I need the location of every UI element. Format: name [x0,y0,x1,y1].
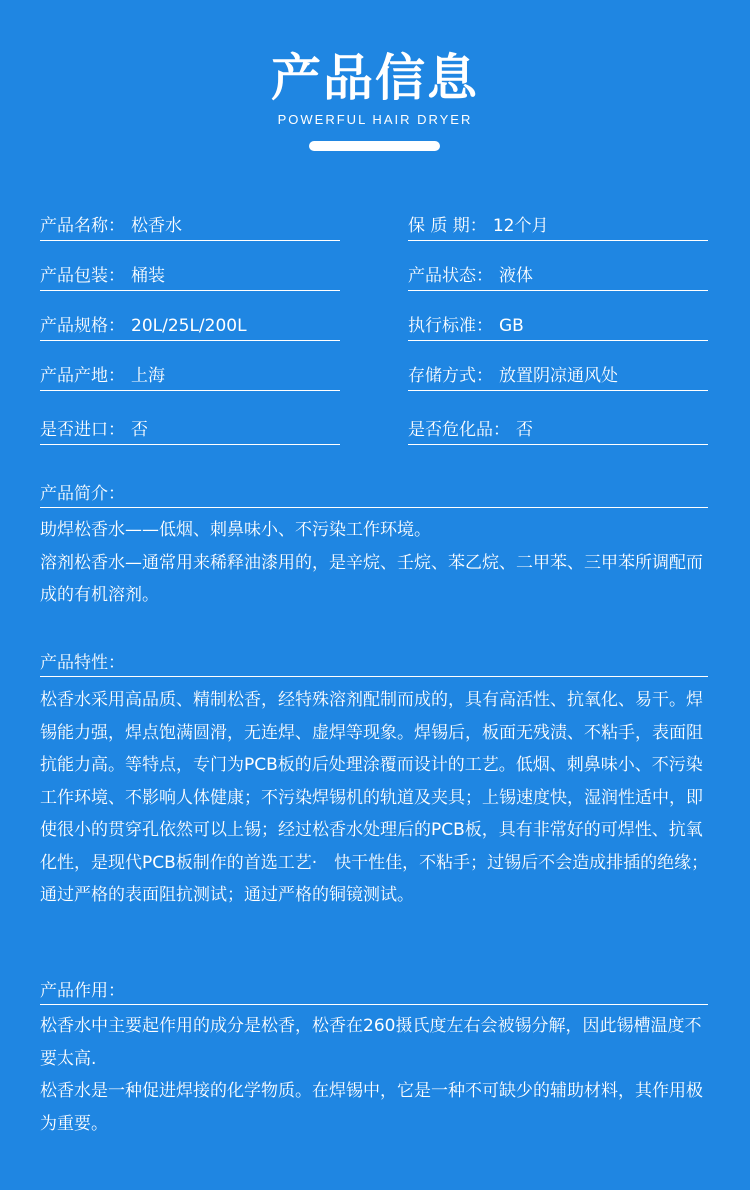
title-underline [309,141,440,151]
features-text [40,684,712,912]
features-paragraph: 松香水采用高品质、精制松香，经特殊溶剂配制而成的，具有高活性、抗氧化、易干。焊锡能力强，焊点饱满圆滑，无连焊、虚焊等现象。焊锡后，板面无残渍、不粘手，表面阻抗能力高。等特点，专门为PCB板的后处理涂覆而设计的工艺。低烟、刺鼻味小、不污染工作环境、不影响人体健康；不污染焊锡机的轨道及夹具；上锡速度快，湿润性适中，即使很小的贯穿孔依然可以上锡；经过松香水处理后的PCB板，具有非常好的可焊性、抗氧化性，是现代PCB板制作的首选工艺· 快干性佳，不粘手；过锡后不会造成排插的绝缘；通过严格的表面阻抗测试；通过严格的铜镜测试。 [40,690,709,905]
field-value: 液体 [499,266,533,286]
field-value: 放置阴凉通风处 [499,366,618,386]
field-state [408,262,708,291]
field-value: 松香水 [131,216,182,236]
field-label: 执行标准： [408,316,493,336]
usage-line: 松香水是一种促进焊接的化学物质。在焊锡中，它是一种不可缺少的辅助材料，其作用极为重要。 [40,1081,703,1134]
page-title: 产品信息 [271,49,479,107]
field-packaging [40,262,340,291]
field-label: 是否危化品： [408,420,510,440]
field-value: 否 [131,420,148,440]
field-label: 产品状态： [408,266,493,286]
field-value: 20L/25L/200L [131,316,247,336]
field-value: 否 [516,420,533,440]
intro-text [40,514,712,612]
field-label: 产品名称： [40,216,125,236]
field-spec [40,312,340,341]
field-label: 产品规格： [40,316,125,336]
field-label: 是否进口： [40,420,125,440]
field-label: 存储方式： [408,366,493,386]
field-value: 12个月 [492,216,549,236]
field-label: 产品产地： [40,366,125,386]
field-label: 保 质 期： [408,216,487,236]
field-value: GB [499,316,524,336]
features-heading: 产品特性： [40,650,708,677]
field-standard [408,312,708,341]
intro-line: 溶剂松香水—通常用来稀释油漆用的，是辛烷、壬烷、苯乙烷、二甲苯、三甲苯所调配而成的有机溶剂。 [40,552,703,605]
field-label: 产品包装： [40,266,125,286]
usage-heading: 产品作用： [40,978,708,1005]
field-product-name [40,212,340,241]
field-value: 上海 [131,366,165,386]
field-hazardous [408,416,708,445]
field-storage [408,362,708,391]
usage-line: 松香水中主要起作用的成分是松香，松香在260摄氏度左右会被锡分解，因此锡槽温度不要太高. [40,1016,702,1069]
field-origin [40,362,340,391]
field-shelf-life [408,212,708,241]
page-subtitle: POWERFUL HAIR DRYER [277,112,473,127]
field-value: 桶装 [131,266,165,286]
usage-text [40,1010,712,1140]
field-imported [40,416,340,445]
intro-line: 助焊松香水——低烟、刺鼻味小、不污染工作环境。 [40,520,431,540]
intro-heading: 产品简介： [40,481,708,508]
